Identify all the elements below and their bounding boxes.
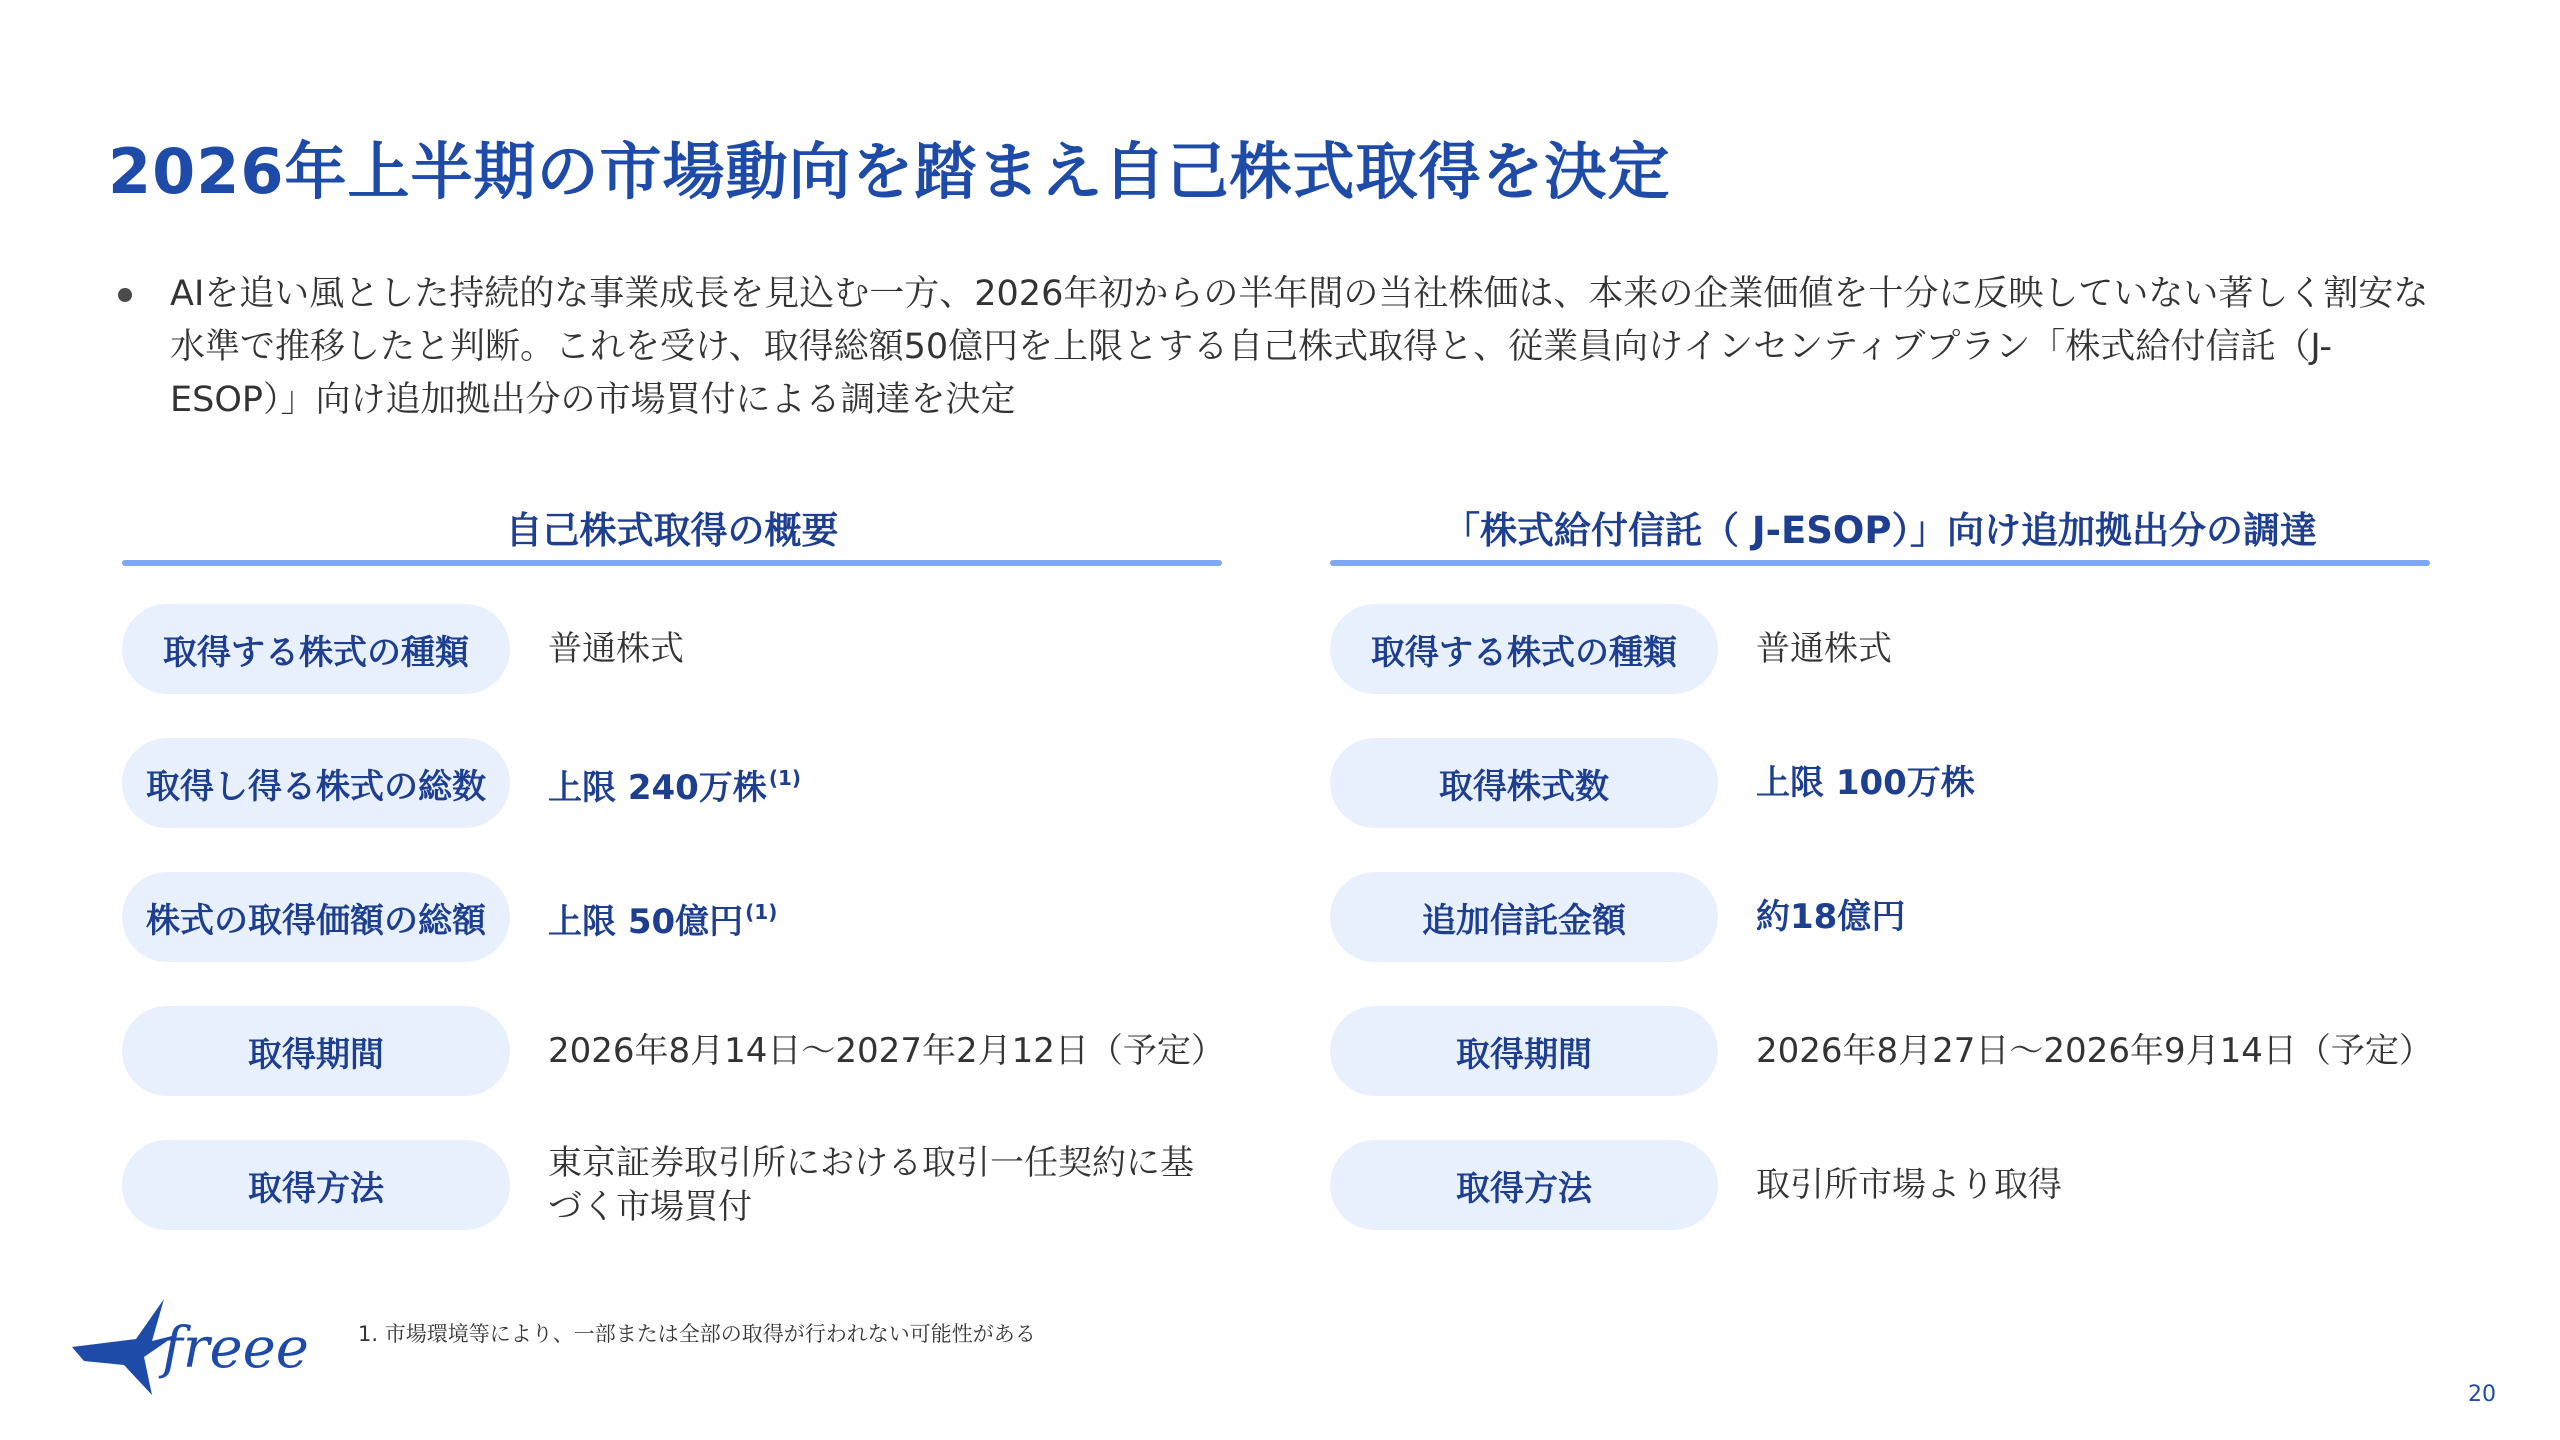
info-row bbox=[1330, 1006, 2433, 1096]
row-value: 約18億円 bbox=[1756, 897, 1906, 937]
row-label: 取得方法 bbox=[1330, 1140, 1718, 1230]
section-divider bbox=[1330, 560, 2430, 566]
row-label: 取得株式数 bbox=[1330, 738, 1718, 828]
freee-logo bbox=[66, 1295, 336, 1405]
row-value: 取引所市場より取得 bbox=[1756, 1165, 2062, 1205]
slide-title: 2026年上半期の市場動向を踏まえ自己株式取得を決定 bbox=[108, 135, 1671, 208]
summary-bullet bbox=[118, 268, 2448, 427]
treasury-stock-section bbox=[122, 500, 1225, 1274]
section-divider bbox=[122, 560, 1222, 566]
section-title: 自己株式取得の概要 bbox=[505, 509, 839, 552]
row-label: 取得し得る株式の総数 bbox=[122, 738, 510, 828]
info-row bbox=[1330, 738, 2430, 828]
row-value: 東京証券取引所における取引一任契約に基づく市場買付 bbox=[548, 1143, 1194, 1227]
row-value: 普通株式 bbox=[548, 629, 684, 669]
row-value: 普通株式 bbox=[1756, 629, 1892, 669]
page-number: 20 bbox=[2468, 1382, 2496, 1407]
logo-text: freee bbox=[162, 1316, 309, 1381]
row-value: 2026年8月27日～2026年9月14日（予定） bbox=[1756, 1031, 2433, 1071]
footnote: 1. 市場環境等により、一部または全部の取得が行われない可能性がある bbox=[358, 1322, 1036, 1346]
jesop-section bbox=[1330, 500, 2433, 1274]
info-row bbox=[1330, 872, 2430, 962]
section-title: 「株式給付信託（ J-ESOP）」向け追加拠出分の調達 bbox=[1443, 509, 2317, 552]
info-row bbox=[122, 738, 1222, 828]
info-row bbox=[122, 872, 1222, 962]
row-value: 上限 50億円 bbox=[548, 902, 744, 942]
info-row bbox=[1330, 604, 2430, 694]
row-value: 上限 240万株 bbox=[548, 768, 767, 808]
footnote-marker: (1) bbox=[745, 900, 778, 924]
row-value-wrap bbox=[548, 756, 801, 810]
row-label: 取得期間 bbox=[1330, 1006, 1718, 1096]
bird-icon bbox=[72, 1299, 176, 1395]
row-value: 上限 100万株 bbox=[1756, 763, 1975, 803]
row-label: 追加信託金額 bbox=[1330, 872, 1718, 962]
info-row bbox=[122, 1006, 1225, 1096]
row-label: 取得方法 bbox=[122, 1140, 510, 1230]
info-row bbox=[1330, 1140, 2430, 1230]
row-label: 取得する株式の種類 bbox=[1330, 604, 1718, 694]
row-value: 2026年8月14日～2027年2月12日（予定） bbox=[548, 1031, 1225, 1071]
row-value-wrap bbox=[548, 890, 777, 944]
bullet-dot-icon bbox=[118, 288, 132, 302]
row-label: 取得期間 bbox=[122, 1006, 510, 1096]
info-row bbox=[122, 604, 1222, 694]
summary-text: AIを追い風とした持続的な事業成長を見込む一方、2026年初からの半年間の当社株価は、本来の企業価値を十分に反映していない著しく割安な水準で推移したと判断。これを受け、取得総額50億円を上限とする自己株式取得と、従業員向けインセンティブプラン「株式給付信託（J-ESOP）」向け追加拠出分の市場買付による調達を決定 bbox=[170, 274, 2429, 420]
row-label: 株式の取得価額の総額 bbox=[122, 872, 510, 962]
row-label: 取得する株式の種類 bbox=[122, 604, 510, 694]
info-row bbox=[122, 1140, 1222, 1230]
footnote-marker: (1) bbox=[768, 766, 802, 790]
